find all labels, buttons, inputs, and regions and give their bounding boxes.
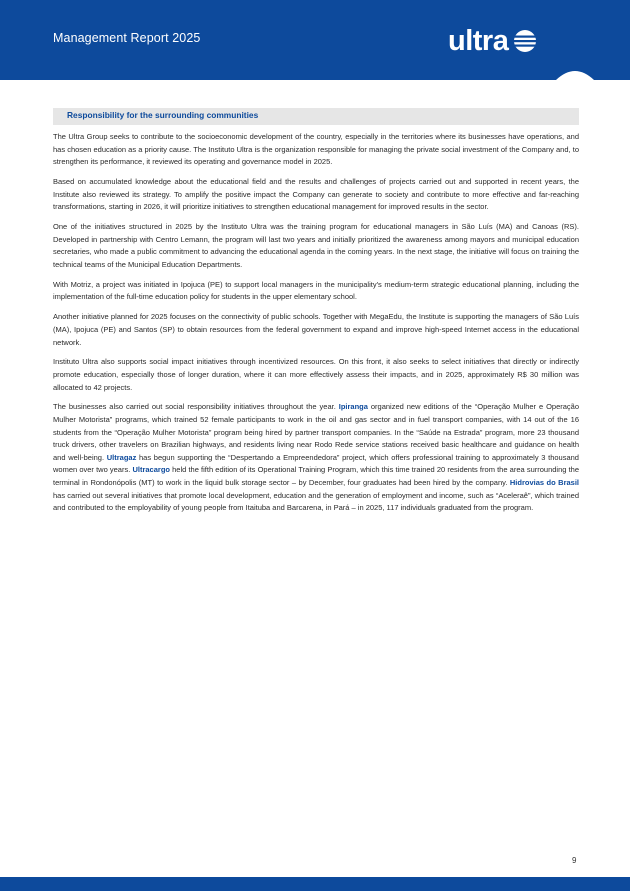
paragraph-businesses <box>53 401 579 514</box>
logo-wordmark: ultra <box>448 25 509 57</box>
paragraph: Another initiative planned for 2025 focuses on the connectivity of public schools. Together with MegaEdu, the Institute is supporting the managers of São Luís (MA), Ipojuca (PE) and Santos (SP) to obtain resources from the federal government to expand and improve high-speed Internet access in the educational network. <box>53 312 579 347</box>
paragraph: Instituto Ultra also supports social impact initiatives through incentivized resources. On this front, it also seeks to select initiatives that directly or indirectly promote education, especially those of longer duration, where it can more effectively assess their impacts, and in 2025, approximately R$ 30 million was allocated to 42 projects. <box>53 357 579 392</box>
ultra-logo <box>448 24 537 58</box>
paragraph: The Ultra Group seeks to contribute to the socioeconomic development of the country, especially in the territories where its businesses have operations, and has chosen education as a priority cause. The Instituto Ultra is the organization responsible for managing the private social investment of the Company and, to strengthen its performance, it reviewed its operating and governance model in 2025. <box>53 132 579 167</box>
paragraph-text: has carried out several initiatives that promote local development, education and the generation of employment and income, such as “Aceleraê”, which trained and contributed to the employability of young people from Itaituba and Barcarena, in Pará – in 2025, 117 individuals graduated from the program. <box>53 490 579 513</box>
section-heading-bar <box>53 108 579 125</box>
page-number: 9 <box>572 856 577 865</box>
page-footer-bar <box>0 877 630 891</box>
logo-globe-icon <box>513 29 537 53</box>
company-name-ultracargo: Ultracargo <box>132 465 170 475</box>
paragraph-text: held the fifth edition of its Operational Training Program, which this time trained 20 residents from the area surrounding the terminal in Rondonópolis (MT) to work in the liquid bulk storage sector – by December, four graduates had been hired by the company. <box>53 465 580 488</box>
paragraph: With Motriz, a project was initiated in Ipojuca (PE) to support local managers in the municipality's medium-term strategic educational planning, including the implementation of the full-time education policy for students in the upper elementary school. <box>53 279 579 302</box>
company-name-ipiranga: Ipiranga <box>338 402 368 412</box>
body-text <box>53 131 579 522</box>
paragraph-text: organized new editions of the “Operação Mulher e Operação Mulher Motorista” programs, which trained 52 female participants to work in the oil and gas sector and in fuel transport companies, with 14 out of the 16 students from the “Operação Mulher Motorista” program being hired by partner transport companies. In the “Saúde na Estrada” program, more 23 thousand truck drivers, other travelers on Brazilian highways, and residents living near Rodo Rede service stations received basic healthcare and guidance on health and well-being. <box>53 402 580 462</box>
section-title: Responsibility for the surrounding communities <box>67 110 259 120</box>
paragraph-text: has begun supporting the “Despertando a Empreendedora” project, which offers professional training to approximately 3 thousand women over two years. <box>53 452 579 475</box>
paragraph-text: The businesses also carried out social responsibility initiatives throughout the year. <box>53 402 339 412</box>
paragraph: Based on accumulated knowledge about the educational field and the results and challenges of projects carried out and supported in recent years, the Institute also reviewed its strategy. To amplify the positive impact the Company can generate to society and contribute to more effective and far-reaching transformations, starting in 2026, it will prioritize initiatives to strengthen educational management for improved results in the sector. <box>53 177 579 212</box>
page-header <box>0 0 630 80</box>
report-title: Management Report 2025 <box>53 31 201 45</box>
company-name-hidrovias: Hidrovias do Brasil <box>509 478 579 488</box>
paragraph: One of the initiatives structured in 2025 by the Instituto Ultra was the training program for educational managers in São Luís (MA) and Canoas (RS). Developed in partnership with Centro Lemann, the program will last two years and initially prioritized the awareness among mayors and municipal education secretaries, who made a public commitment to advancing the educational agenda in the coming years. In the next stage, the initiative will focus on training the technical teams of the Municipal Education Departments. <box>53 222 579 269</box>
company-name-ultragaz: Ultragaz <box>106 452 137 462</box>
